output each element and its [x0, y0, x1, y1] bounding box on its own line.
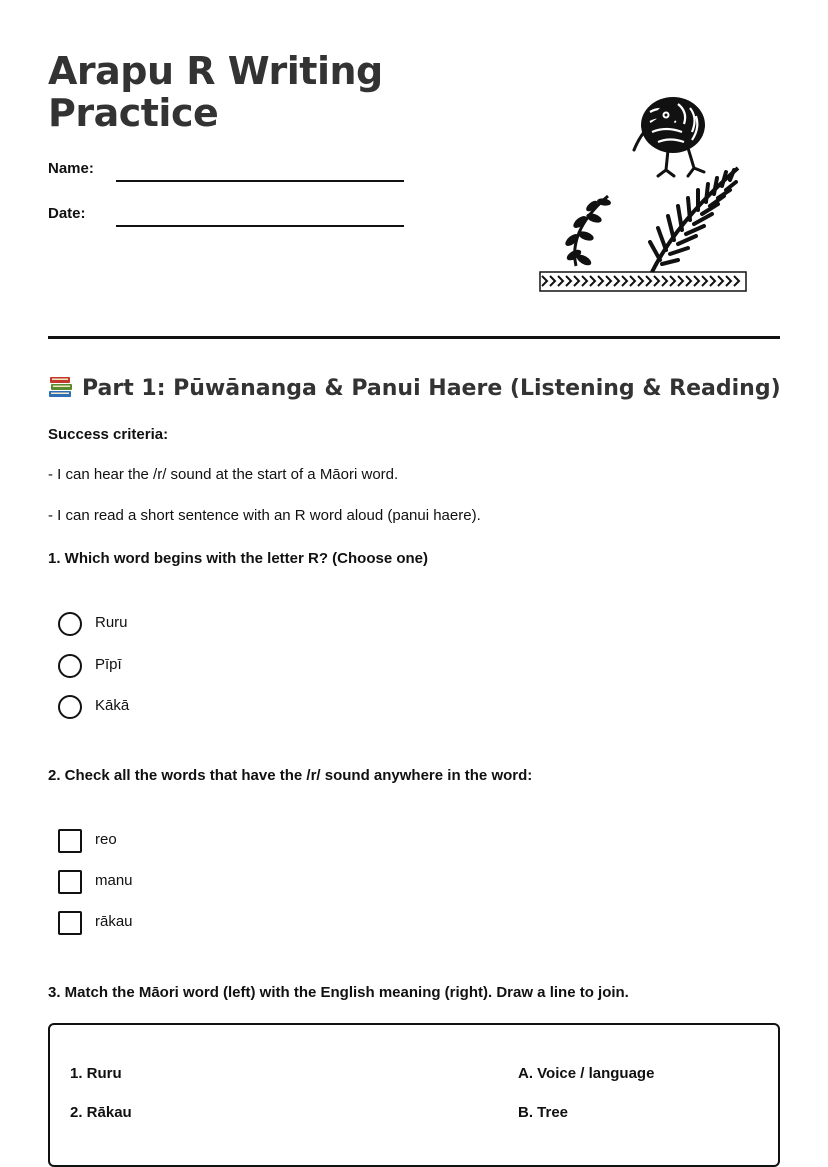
matching-box — [48, 1023, 780, 1167]
option-label: Ruru — [95, 614, 128, 631]
checkbox[interactable] — [58, 829, 82, 853]
option-label: Kākā — [95, 697, 130, 714]
name-label: Name: — [48, 160, 94, 177]
criteria-item: - I can hear the /r/ sound at the start of a Māori word. — [48, 466, 399, 483]
kiwi-and-fern-illustration — [538, 90, 758, 300]
question-1: 1. Which word begins with the letter R? (Choose one) — [48, 550, 429, 567]
name-line[interactable] — [116, 180, 404, 182]
part1-heading: Part 1: Pūwānanga & Panui Haere (Listening & Reading) — [48, 374, 781, 401]
checkbox[interactable] — [58, 911, 82, 935]
radio-button[interactable] — [58, 654, 82, 678]
section-divider — [48, 336, 780, 339]
match-left-item[interactable]: 1. Ruru — [70, 1065, 122, 1082]
checkbox[interactable] — [58, 870, 82, 894]
radio-button[interactable] — [58, 695, 82, 719]
criteria-item: - I can read a short sentence with an R word aloud (panui haere). — [48, 507, 481, 524]
date-label: Date: — [48, 205, 86, 222]
success-criteria-label: Success criteria: — [48, 426, 169, 443]
option-label: reo — [95, 831, 117, 848]
match-right-item[interactable]: B. Tree — [518, 1104, 569, 1121]
match-left-item[interactable]: 2. Rākau — [70, 1104, 132, 1121]
option-label: manu — [95, 872, 133, 889]
page-title: Arapu R Writing Practice — [48, 49, 383, 135]
radio-button[interactable] — [58, 612, 82, 636]
option-label: rākau — [95, 913, 133, 930]
option-label: Pīpī — [95, 656, 122, 673]
date-line[interactable] — [116, 225, 404, 227]
books-icon — [48, 374, 74, 398]
match-right-item[interactable]: A. Voice / language — [518, 1065, 655, 1082]
question-3: 3. Match the Māori word (left) with the English meaning (right). Draw a line to join. — [48, 984, 629, 1001]
question-2: 2. Check all the words that have the /r/ sound anywhere in the word: — [48, 767, 533, 784]
